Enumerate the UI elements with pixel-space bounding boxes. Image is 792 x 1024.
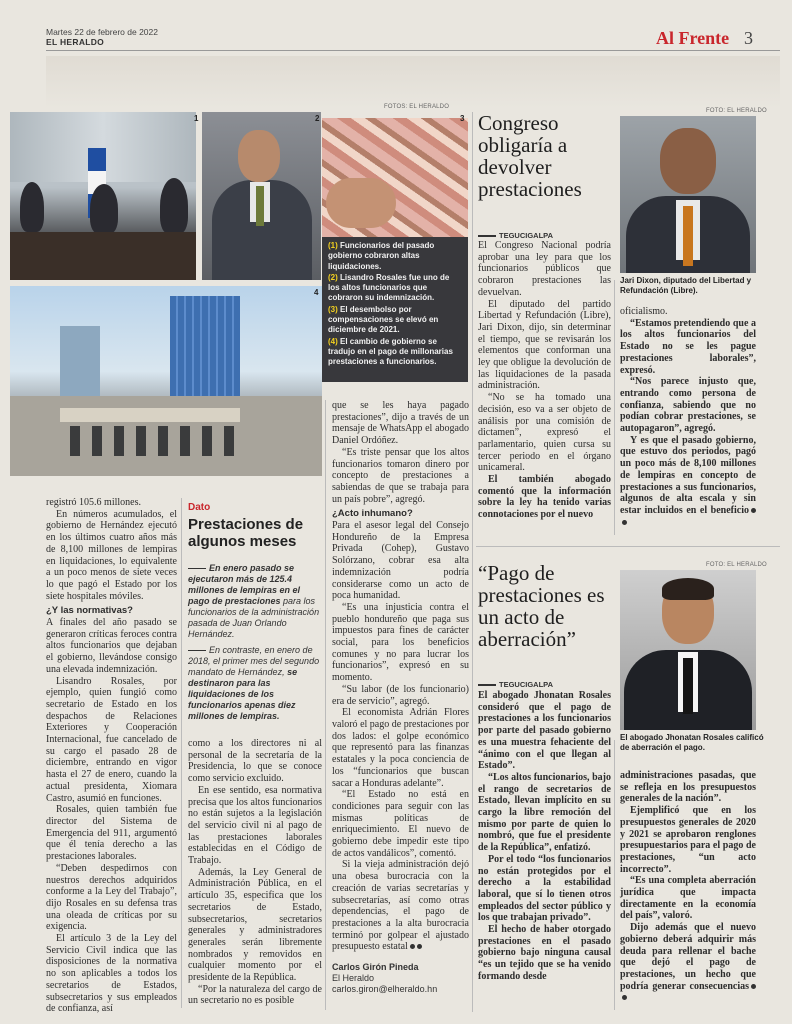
article-column-2: como a los directores ni al personal de la secretaría de la Presidencia, lo que se conoce como servicio excluido. En ese sentido, esa normativa precisa que los altos funcionarios no están sujetos a la legislación del servicio civil ni al pago de las prestaciones laborales establecidas en el Código de Trabajo. Además, la Ley General de Administración Pública, en el artículo 35, especifica que los secretarios de Estado, subsecretarios, secretarios generales y administradores generales serán libremente nombrados y removidos en cualquier momento por el presidente de la República. “Por la naturaleza del cargo de un secretario no es posible bbox=[188, 738, 322, 1007]
portrait-head bbox=[238, 130, 280, 182]
column-divider bbox=[181, 498, 182, 1008]
byline bbox=[332, 962, 437, 995]
meeting-table bbox=[10, 232, 196, 280]
story1-column-2: oficialismo. “Estamos pretendiendo que a los altos funcionarios del Estado no se les pague prestaciones laborales”, expresó. “Nos parece injusto que, entrando como persona de confianza, sabiendo que no podían cobrar prestaciones, se autopagaron”, agregó. Y es que el pasado gobierno, que estuvo dos periodos, pagó un poco más de 8,100 millones de lempiras en concepto de prestaciones a sus funcionarios, algunos de alta escala y sin estar incluidos en el beneficio bbox=[620, 306, 756, 528]
portrait-tie bbox=[683, 206, 693, 266]
story2-photo-caption: El abogado Jhonatan Rosales calificó de aberración el pago. bbox=[620, 733, 764, 752]
photo-number: 4 bbox=[314, 288, 319, 297]
dato-item: En enero pasado se ejecutaron más de 125.4 millones de lempiras en el pago de prestaciones para los funcionarios de la administración pasada de Juan Orlando Hernández. bbox=[188, 563, 320, 639]
photo-jhonatan-rosales bbox=[620, 570, 756, 730]
person-figure bbox=[20, 182, 44, 232]
photo-credit: FOTOS: EL HERALDO bbox=[384, 104, 450, 110]
subheading: ¿Acto inhumano? bbox=[332, 508, 413, 520]
story1-photo-caption: Jari Dixon, diputado del Libertad y Refundación (Libre). bbox=[620, 276, 752, 295]
section-name: Al Frente bbox=[656, 28, 730, 48]
caption-item: El desembolso por compensaciones se elevó en diciembre de 2021. bbox=[328, 304, 439, 335]
story1-dateline: TEGUCIGALPA bbox=[478, 231, 553, 240]
story2-column-1: El abogado Jhonatan Rosales consideró que el pago de prestaciones a los funcionarios por parte del pasado gobierno es una muestra fehaciente del “ánimo con el que llegan al Estado”. “Los altos funcionarios, bajo el rango de secretarios de Estado, llevan implícito en su cargo la libre remoción del mismo por parte de quien lo nombró, que fue el presidente de la República”, enfatizó. Por el todo “los funcionarios no están protegidos por el derecho a la estabilidad laboral, que sí lo tienen otros empleados del sector público y los que trabajan privado”. El hecho de haber otorgado prestaciones en el pasado gobierno bajo ninguna causal “es un tejido que se ha venido formando desde bbox=[478, 690, 611, 982]
dato-title: Prestaciones de algunos meses bbox=[188, 516, 304, 550]
subheading: ¿Y las normativas? bbox=[46, 605, 133, 617]
story2-headline: “Pago de prestaciones es un acto de aberración” bbox=[478, 561, 605, 651]
article-column-1: registró 105.6 millones. En números acumulados, el gobierno de Hernández ejecutó en los últimos cuatro años más de 8,100 millones de lempiras en liquidaciones, lo equivalente a un poco menos de siete veces lo que pagó el Estado por los siete hospitales móviles. ¿Y las normativas? A finales del año pasado se generaron críticas feroces contra altos funcionarios que dejaban el gobierno, llevándose consigo una elevada indemnización. Lisandro Rosales, por ejemplo, quien fungió como secretario de Estado en los despachos de Relaciones Exteriores y Cooperación Internacional, fue cancelado de su cargo el pasado 28 de diciembre, entrando en vigor hasta el 27 de enero, cuando la actual presidenta, Xiomara Castro, asumió en funciones. Rosales, quien también fue director del Sistema de Emergencia del 911, argumentó que él tenía derecho a las prestaciones laborales. “Deben despedirnos con nuestros derechos adquiridos conforme a la Ley del Trabajo”, dijo Rosales en su defensa tras una oleada de críticas por su exigencia. El artículo 3 de la Ley del Servicio Civil indica que las disposiciones de la normativa no son aplicables a todos los secretarios de Estados, subsecretarios y sus empleados de confianza, así bbox=[46, 497, 177, 1015]
photo-number: 1 bbox=[194, 114, 199, 123]
end-mark-icon bbox=[410, 944, 415, 949]
person-figure bbox=[160, 178, 188, 234]
photo-caption-box: (1) Funcionarios del pasado gobierno cobraron altas liquidaciones. (2) Lisandro Rosales fue uno de los altos funcionarios que cobraron su indemnización. (3) El desembolso por compensaciones se elevó en diciembre de 2021. (4) El cambio de gobierno se tradujo en el pago de millonarias prestaciones a funcionarios. bbox=[322, 237, 468, 382]
author-outlet: El Heraldo bbox=[332, 973, 375, 983]
caption-item: El cambio de gobierno se tradujo en el pago de millonarias prestaciones a funcionarios. bbox=[328, 336, 453, 367]
newspaper-brand: EL HERALDO bbox=[46, 37, 105, 47]
story1-column-1: El Congreso Nacional podría aprobar una ley para que los funcionarios públicos que cobraron prestaciones las devuelvan. El diputado del partido Libertad y Refundación (Libre), Jari Dixon, dijo, sin determinar el tiempo, que se revisarán los elementos que conforman una ley que obligue la devolución de las liquidaciones de la pasada administración. “No se ha tomado una decisión, eso va a ser objeto de análisis por una comisión de dictamen”, expresó el parlamentario, quien cursa su tercer periodo en el órgano unicameral. El también abogado comentó que la información sobre la ley ha tenido varias connotaciones por el nuevo bbox=[478, 240, 611, 521]
page-number: 3 bbox=[744, 28, 753, 48]
header-rule bbox=[46, 50, 780, 51]
dato-item: En contraste, en enero de 2018, el primer mes del segundo mandato de Hernández, se destinaron para las liquidaciones de los funcionarios apenas diez millones de lempiras. bbox=[188, 645, 320, 721]
building-sign bbox=[60, 408, 240, 422]
column-divider bbox=[614, 740, 615, 1010]
caption-item: Lisandro Rosales fue uno de los altos funcionarios que cobraron su indemnización. bbox=[328, 272, 450, 303]
photo-number: 2 bbox=[315, 114, 320, 123]
end-mark-icon bbox=[622, 520, 627, 525]
photo-credit: FOTO: EL HERALDO bbox=[706, 108, 767, 114]
portrait-hair bbox=[662, 578, 714, 600]
article-column-3: que se les haya pagado prestaciones”, dijo a través de un mensaje de WhatsApp el abogado Daniel Ordóñez. “Es triste pensar que los altos funcionarios tomaron dinero por concepto de prestaciones a sabiendas de que se trabaja para un país pobre”, agregó. ¿Acto inhumano? Para el asesor legal del Consejo Hondureño de la Empresa Privada (Cohep), Gustavo Solórzano, cobrar esa alta indemnización podría considerarse como un acto de poca humanidad. “Es una injusticia contra el pueblo hondureño que paga sus impuestos para fines de carácter social, para los beneficios comunes y no para lucrar los funcionarios”, expresó en su momento. “Su labor (de los funcionario) era de servicio”, agregó. El economista Adrián Flores valoró el pago de prestaciones por dos lados: el golpe económico que representó para las finanzas estatales y la poca conciencia de los “funcionarios que buscan sacar a Honduras adelante”. “El Estado no está en condiciones para seguir con las mismas políticas de enriquecimiento. El nuevo de gobierno debe impedir este tipo de actos vandálicos”, comentó. Si la vieja administración dejó una obesa burocracia con la creación de varias secretarías y subsecretarías, así como otras dependencias, el pago de prestaciones a la alta burocracia terminó por golpear el ajustado presupuesto estatal bbox=[332, 400, 469, 953]
story-separator bbox=[476, 546, 780, 547]
issue-date: Martes 22 de febrero de 2022 bbox=[46, 27, 158, 37]
dato-label: Dato bbox=[188, 502, 211, 513]
column-divider bbox=[325, 400, 326, 1010]
photo-meeting-room bbox=[10, 112, 199, 280]
photo-portrait-rosales bbox=[202, 112, 321, 280]
portrait-tie bbox=[683, 658, 693, 714]
portrait-head bbox=[660, 128, 716, 194]
author-name: Carlos Girón Pineda bbox=[332, 962, 419, 972]
portrait-tie bbox=[256, 186, 264, 226]
photo-jari-dixon bbox=[620, 116, 756, 273]
end-mark-icon bbox=[751, 984, 756, 989]
story2-column-2: administraciones pasadas, que se refleja en los presupuestos generales de la nación”. Ejemplificó que en los presupuestos generales de 2020 y 2021 se aprobaron renglones presupuestarios para el pago de prestaciones, “un acto incorrecto”. “Es una completa aberración jurídica que impacta directamente en la economía del país”, valoró. Dijo además que el nuevo gobierno deberá adquirir más deuda para rellenar el bache que dejó el pago de prestaciones, un hecho que podría generar consecuencias bbox=[620, 770, 756, 1004]
photo-number: 3 bbox=[460, 114, 465, 123]
photo-credit: FOTO: EL HERALDO bbox=[706, 562, 767, 568]
end-mark-icon bbox=[622, 995, 627, 1000]
caption-item: Funcionarios del pasado gobierno cobraron altas liquidaciones. bbox=[328, 241, 435, 271]
column-divider bbox=[614, 280, 615, 535]
building-windows bbox=[70, 426, 240, 456]
photo-money bbox=[322, 118, 468, 237]
hand-holding-money bbox=[326, 178, 396, 228]
story1-headline: Congreso obligaría a devolver prestaciones bbox=[478, 111, 582, 201]
bleed-through-area bbox=[46, 56, 780, 108]
story2-dateline: TEGUCIGALPA bbox=[478, 680, 553, 689]
end-mark-icon bbox=[751, 508, 756, 513]
photo-government-building bbox=[10, 286, 322, 476]
person-figure bbox=[90, 184, 118, 234]
author-email: carlos.giron@elheraldo.hn bbox=[332, 984, 438, 994]
end-mark-icon bbox=[417, 944, 422, 949]
column-divider bbox=[472, 112, 473, 1012]
